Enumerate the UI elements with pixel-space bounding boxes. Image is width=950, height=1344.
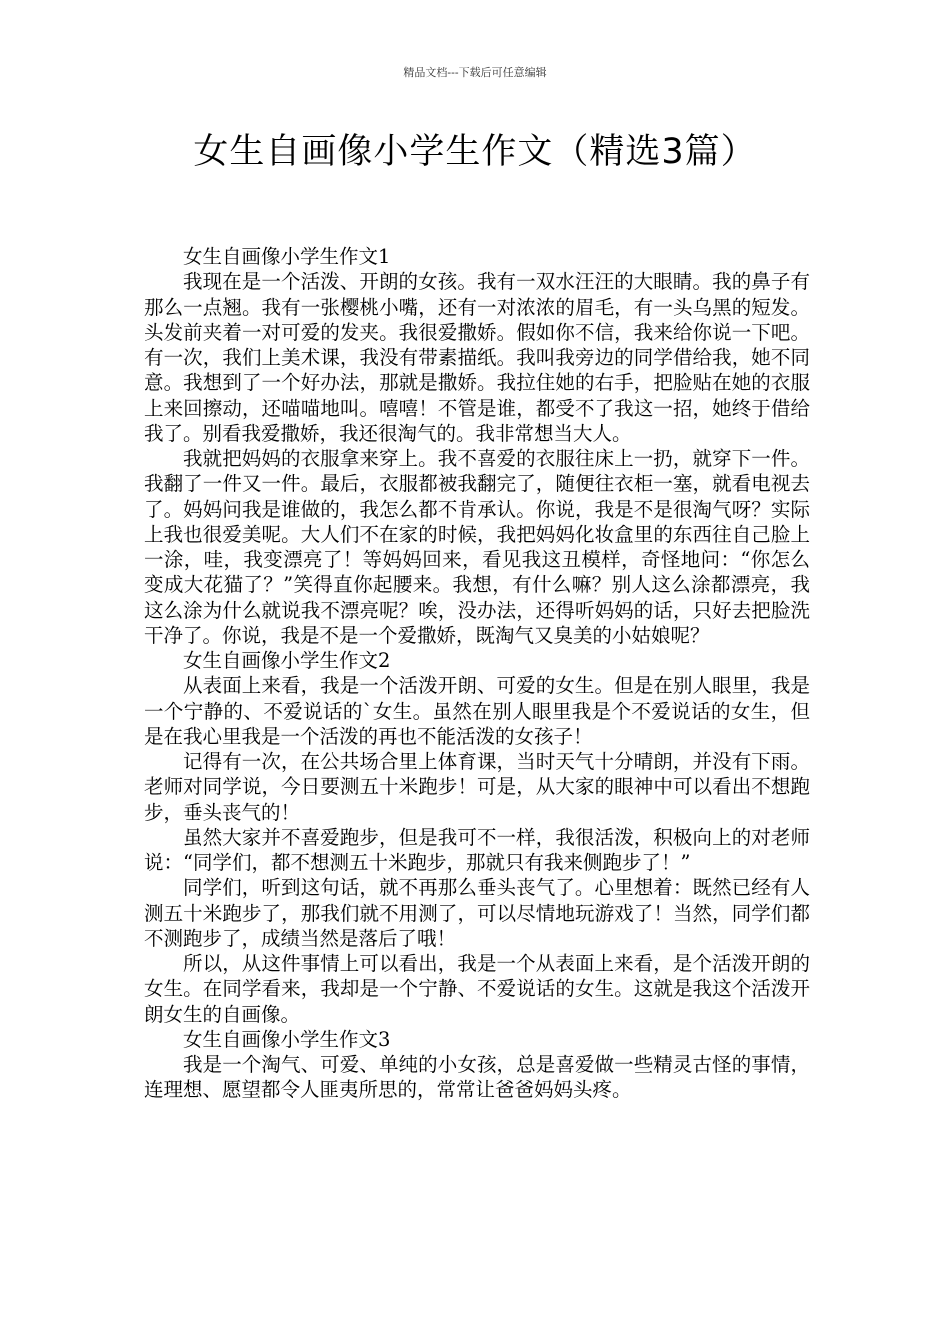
paragraph: 我现在是一个活泼、开朗的女孩。我有一双水汪汪的大眼睛。我的鼻子有那么一点翘。我有一张樱桃小嘴，还有一对浓浓的眉毛，有一头乌黑的短发。头发前夹着一对可爱的发夹。我很爱撒娇。假如你不信，我来给你说一下吧。有一次，我们上美术课，我没有带素描纸。我叫我旁边的同学借给我，她不同意。我想到了一个好办法，那就是撒娇。我拉住她的右手，把脸贴在她的衣服上来回擦动，还喵喵地叫。嘻嘻！不管是谁，都受不了我这一招，她终于借给我了。别看我爱撒娇，我还很淘气的。我非常想当大人。 — [144, 270, 810, 445]
paragraph: 所以，从这件事情上可以看出，我是一个从表面上来看，是个活泼开朗的女生。在同学看来，我却是一个宁静、不爱说话的女生。这就是我这个活泼开朗女生的自画像。 — [144, 952, 810, 1026]
paragraph: 记得有一次，在公共场合里上体育课，当时天气十分晴朗，并没有下雨。老师对同学说，今日要测五十米跑步！可是，从大家的眼神中可以看出不想跑步，垂头丧气的！ — [144, 750, 810, 824]
page-title: 女生自画像小学生作文（精选3篇） — [193, 132, 757, 172]
paragraph: 我就把妈妈的衣服拿来穿上。我不喜爱的衣服往床上一扔，就穿下一件。我翻了一件又一件。最后，衣服都被我翻完了，随便往衣柜一塞，就看电视去了。妈妈问我是谁做的，我怎么都不肯承认。你说，我是不是很淘气呀？实际上我也很爱美呢。大人们不在家的时候，我把妈妈化妆盒里的东西往自己脸上一涂，哇，我变漂亮了！等妈妈回来，看见我这丑模样，奇怪地问：“你怎么变成大花猫了？”笑得直你起腰来。我想，有什么嘛？别人这么涂都漂亮，我这么涂为什么就说我不漂亮呢？唉，没办法，还得听妈妈的话，只好去把脸洗干净了。你说，我是不是一个爱撒娇，既淘气又臭美的小姑娘呢？ — [144, 447, 810, 647]
paragraph: 虽然大家并不喜爱跑步，但是我可不一样，我很活泼，积极向上的对老师说：“同学们，都不想测五十米跑步，那就只有我来侧跑步了！” — [144, 825, 810, 874]
header-note: 精品文档---下载后可任意编辑 — [403, 66, 547, 79]
section-heading-3: 女生自画像小学生作文3 — [183, 1027, 391, 1051]
document-body — [144, 244, 810, 1103]
paragraph: 我是一个淘气、可爱、单纯的小女孩，总是喜爱做一些精灵古怪的事情，连理想、愿望都令人匪夷所思的，常常让爸爸妈妈头疼。 — [144, 1053, 810, 1102]
paragraph: 同学们，听到这句话，就不再那么垂头丧气了。心里想着：既然已经有人测五十米跑步了，那我们就不用测了，可以尽情地玩游戏了！当然，同学们都不测跑步了，成绩当然是落后了哦！ — [144, 876, 810, 950]
section-heading-1: 女生自画像小学生作文1 — [183, 245, 391, 268]
section-heading-2: 女生自画像小学生作文2 — [183, 649, 391, 672]
paragraph: 从表面上来看，我是一个活泼开朗、可爱的女生。但是在别人眼里，我是一个宁静的、不爱说话的`女生。虽然在别人眼里我是个不爱说话的女生，但是在我心里我是一个活泼的再也不能活泼的女孩子！ — [144, 674, 810, 748]
